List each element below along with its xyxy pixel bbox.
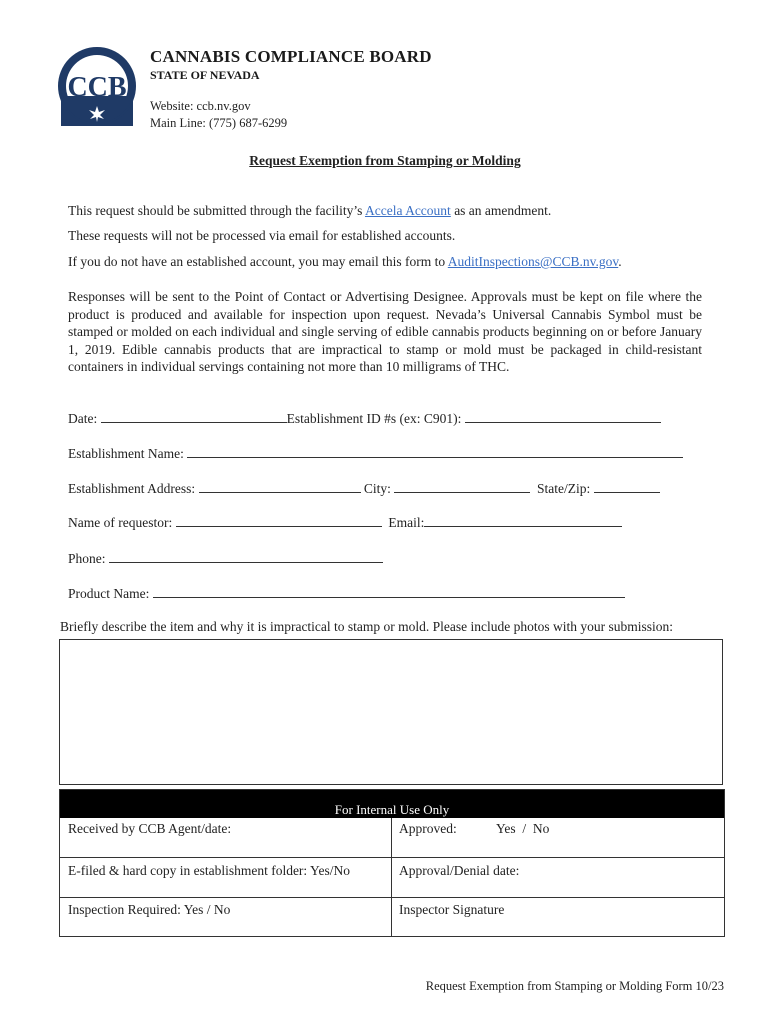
accela-account-link[interactable]: Accela Account [364,203,451,218]
website-text: Website: ccb.nv.gov [150,99,251,113]
phone-field[interactable] [109,550,383,563]
description-textarea[interactable] [59,639,723,785]
instruction-line-3: If you do not have an established account, you may email this form to AuditInspections@CCB.nv.gov. [68,254,622,269]
product-row [68,585,625,602]
requestor-row [68,514,622,531]
phone-row [68,550,383,567]
efiled-label: E-filed & hard copy in establishment folder: Yes/No [68,863,350,878]
establishment-id-label: Establishment ID #s (ex: C901): [286,411,462,426]
instruction-line-2: These requests will not be processed via email for established accounts. [68,228,456,243]
inspection-required-label: Inspection Required: Yes / No [68,902,231,917]
email-field[interactable] [424,514,622,527]
city-label: City: [363,481,391,496]
establishment-id-field[interactable] [465,410,661,423]
internal-use-heading: For Internal Use Only [60,790,724,818]
date-label: Date: [68,411,98,426]
address-row [68,480,660,497]
audit-email-link[interactable]: AuditInspections@CCB.nv.gov [447,254,619,269]
state-name: STATE OF NEVADA [150,68,260,82]
phone-label: Phone: [68,551,106,566]
establishment-name-label: Establishment Name: [68,446,184,461]
date-row [68,410,661,427]
table-row [60,897,724,937]
inspector-signature-label: Inspector Signature [399,902,505,917]
internal-use-table [59,789,725,937]
approved-options[interactable]: Yes / No [496,821,550,836]
establishment-name-row [68,445,683,462]
table-row [60,818,724,857]
state-zip-label: State/Zip: [537,481,591,496]
approved-label: Approved: [399,821,457,836]
footer-text: Request Exemption from Stamping or Molding Form 10/23 [425,979,724,993]
description-label: Briefly describe the item and why it is impractical to stamp or mold. Please include photos with your submission: [60,619,674,634]
approval-date-label: Approval/Denial date: [399,863,520,878]
product-label: Product Name: [68,586,150,601]
city-field[interactable] [394,480,530,493]
requestor-label: Name of requestor: [68,515,173,530]
state-zip-field[interactable] [594,480,660,493]
responses-paragraph: Responses will be sent to the Point of Contact or Advertising Designee. Approvals must be kept on file where the product is produced and available for inspection upon request. Nevada’s Universal Cannabis Symbol must be stamped or molded on each individual and single serving of edible cannabis products beginning on or before January 1, 2019. Edible cannabis products that are impractical to stamp or mold must be packaged in child-resistant containers in individual servings containing not more than 10 milligrams of THC. [68,289,702,375]
instruction-line-1: This request should be submitted through the facility’s Accela Account as an amendment. [68,203,552,218]
email-label: Email: [388,515,425,530]
date-field[interactable] [101,410,287,423]
logo-text: CCB [67,72,127,103]
product-field[interactable] [153,585,625,598]
document-title: Request Exemption from Stamping or Molding [249,153,521,168]
requestor-field[interactable] [176,514,382,527]
ccb-logo [57,44,137,130]
received-by-label: Received by CCB Agent/date: [68,821,232,836]
establishment-address-label: Establishment Address: [68,481,196,496]
main-line-text: Main Line: (775) 687-6299 [150,116,288,130]
establishment-name-field[interactable] [187,445,683,458]
board-title: CANNABIS COMPLIANCE BOARD [150,47,432,66]
table-row [60,857,724,897]
establishment-address-field[interactable] [199,480,361,493]
